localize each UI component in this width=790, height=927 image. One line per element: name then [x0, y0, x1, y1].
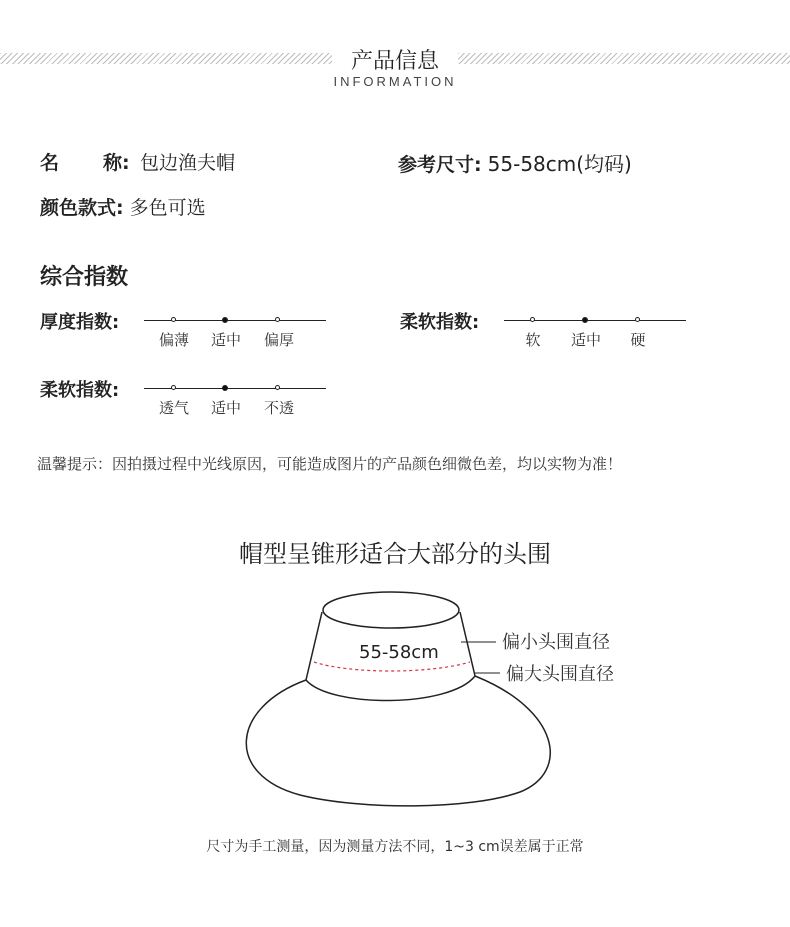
thickness-scale — [144, 313, 326, 353]
name-row — [40, 148, 235, 175]
scale-dot-selected — [582, 317, 588, 323]
color-label: 颜色款式: — [40, 197, 124, 219]
hat-diagram-title: 帽型呈锥形适合大部分的头围 — [239, 540, 551, 568]
size-value: 55-58cm(均码) — [487, 152, 632, 176]
scale-tick-label: 偏厚 — [263, 331, 295, 349]
index-section-title: 综合指数 — [40, 265, 129, 290]
hat-size-text: 55-58cm — [359, 642, 439, 663]
scale-tick-label: 不透 — [263, 399, 295, 417]
hat-diagram — [0, 580, 790, 820]
scale-tick-label: 适中 — [570, 331, 602, 349]
callout-large-label: 偏大头围直径 — [506, 664, 614, 685]
hat-top — [323, 592, 459, 628]
scale-dot — [275, 317, 280, 322]
scale-tick-label: 硬 — [630, 331, 646, 349]
size-row — [398, 148, 632, 177]
name-value: 包边渔夫帽 — [140, 152, 236, 174]
scale-dot-selected — [222, 385, 228, 391]
name-label: 名 称: — [40, 152, 130, 174]
scale-tick-label: 透气 — [158, 399, 190, 417]
scale-dot — [635, 317, 640, 322]
scale-tick-label: 适中 — [210, 331, 242, 349]
header-subtitle: INFORMATION — [333, 74, 457, 89]
notice-text: 温馨提示：因拍摄过程中光线原因，可能造成图片的产品颜色细微色差，均以实物为准！ — [37, 455, 623, 473]
softness-index-label: 柔软指数: — [400, 312, 480, 333]
color-row — [40, 193, 206, 220]
scale-dot-selected — [222, 317, 228, 323]
scale-dot — [171, 385, 176, 390]
scale-tick-label: 软 — [525, 331, 541, 349]
scale-tick-label: 偏薄 — [158, 331, 190, 349]
scale-dot — [275, 385, 280, 390]
size-label: 参考尺寸: — [398, 154, 482, 176]
header-title: 产品信息 — [350, 49, 439, 74]
scale-dot — [171, 317, 176, 322]
measurement-note: 尺寸为手工测量，因为测量方法不同，1~3 cm误差属于正常 — [206, 839, 584, 855]
breathability-scale — [144, 381, 326, 421]
scale-tick-label: 适中 — [210, 399, 242, 417]
scale-dot — [530, 317, 535, 322]
thickness-index-label: 厚度指数: — [40, 312, 120, 333]
color-value: 多色可选 — [129, 197, 206, 219]
callout-small-label: 偏小头围直径 — [502, 632, 610, 653]
softness-scale — [504, 313, 686, 353]
breathability-index-label: 柔软指数: — [40, 380, 120, 401]
